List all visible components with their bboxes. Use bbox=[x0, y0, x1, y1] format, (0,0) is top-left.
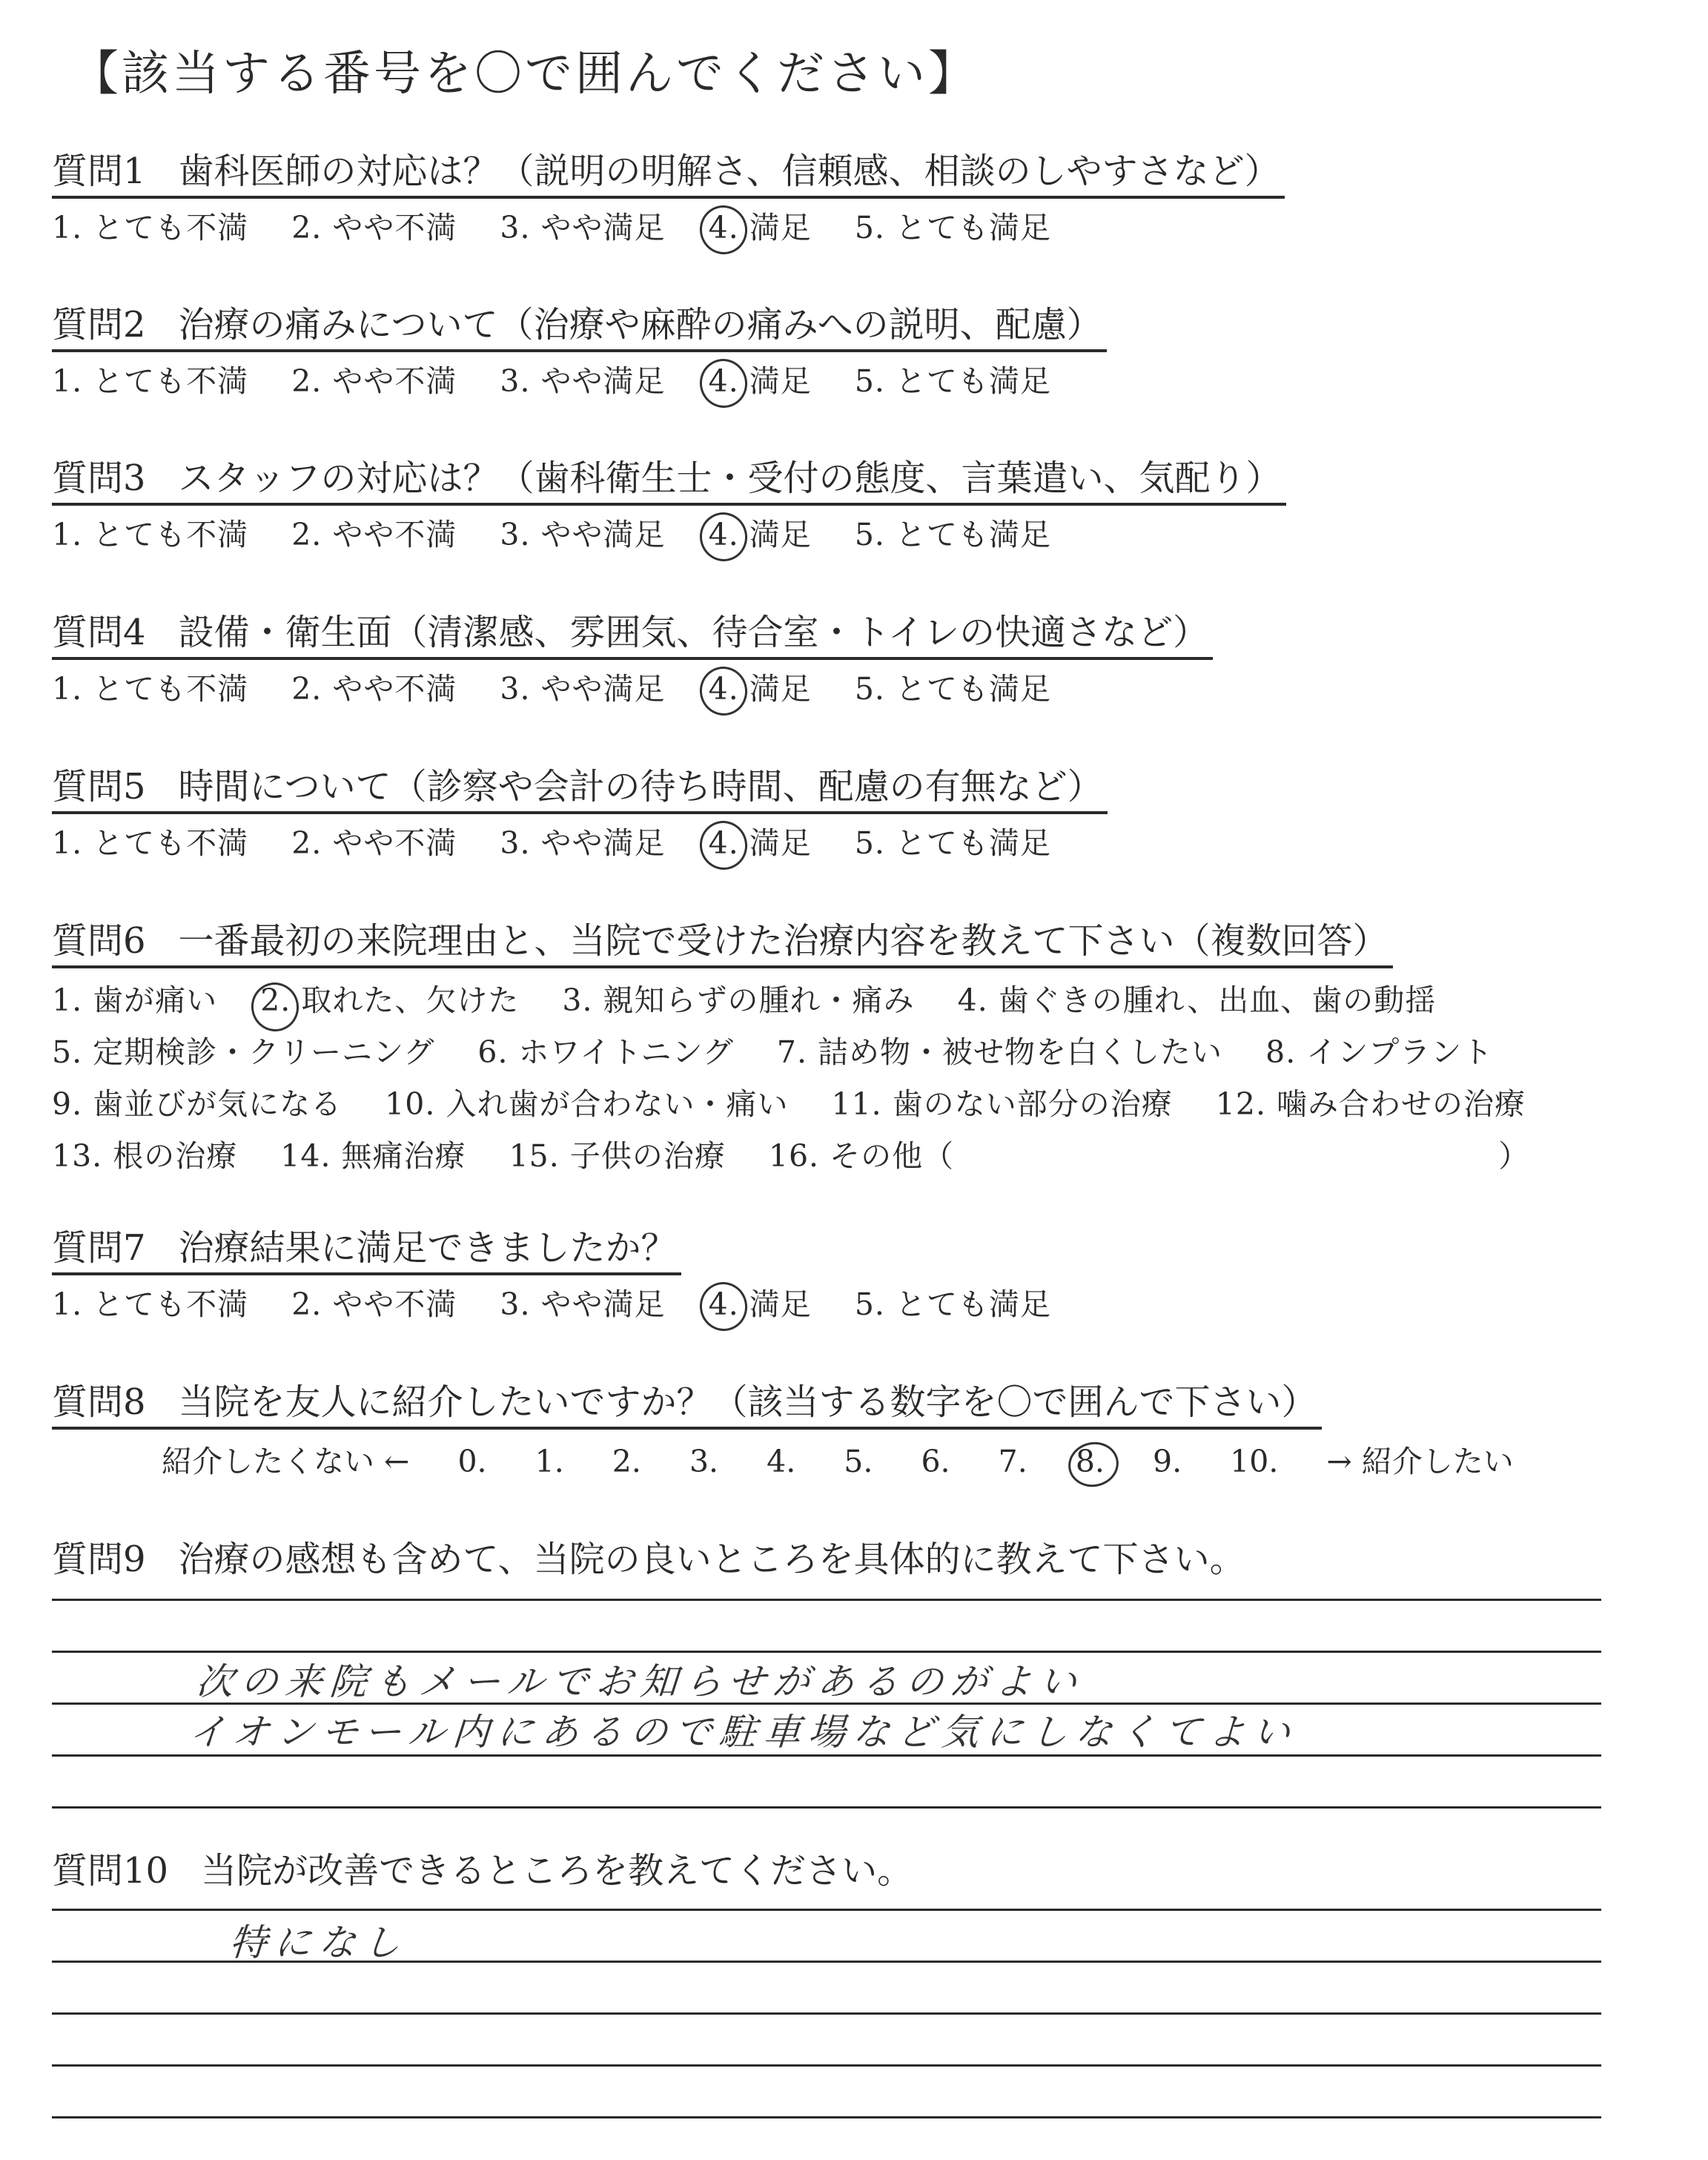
reason-option[interactable]: 11. 歯のない部分の治療 bbox=[831, 1086, 1173, 1122]
reason-option[interactable]: 12. 噛み合わせの治療 bbox=[1215, 1086, 1526, 1122]
scale-option[interactable]: 10. bbox=[1230, 1444, 1279, 1479]
recommend-scale bbox=[52, 1440, 1552, 1483]
reason-list bbox=[52, 974, 1558, 1182]
option-1[interactable]: 1. とても不満 bbox=[52, 517, 249, 552]
option-1[interactable]: 1. とても不満 bbox=[52, 363, 249, 399]
question-3 bbox=[52, 454, 1286, 556]
question-text: 歯科医師の対応は？（説明の明解さ、信頼感、相談のしやすさなど） bbox=[178, 151, 1280, 192]
question-number: 質問8 bbox=[52, 1381, 146, 1423]
question-text: 一番最初の来院理由と、当院で受けた治療内容を教えて下さい（複数回答） bbox=[178, 920, 1388, 962]
scale-option[interactable]: 2. bbox=[612, 1444, 641, 1479]
option-1[interactable]: 1. とても不満 bbox=[52, 825, 249, 861]
options-row bbox=[52, 513, 1286, 556]
option-4-selected[interactable]: 4. 満足 bbox=[709, 517, 812, 552]
answer-line bbox=[52, 2064, 1601, 2067]
reason-row bbox=[52, 1078, 1558, 1130]
option-5[interactable]: 5. とても満足 bbox=[854, 825, 1051, 861]
question-10 bbox=[52, 1846, 913, 1895]
reason-option[interactable]: 14. 無痛治療 bbox=[280, 1138, 466, 1174]
scale-option[interactable]: 9. bbox=[1152, 1444, 1182, 1479]
option-5[interactable]: 5. とても満足 bbox=[854, 671, 1051, 707]
question-6 bbox=[52, 916, 1558, 1182]
reason-option[interactable]: 7. 詰め物・被せ物を白くしたい bbox=[776, 1034, 1223, 1070]
reason-option[interactable]: 13. 根の治療 bbox=[52, 1138, 238, 1174]
option-3[interactable]: 3. やや満足 bbox=[500, 825, 666, 861]
answer-line bbox=[52, 2012, 1601, 2015]
option-1[interactable]: 1. とても不満 bbox=[52, 1287, 249, 1322]
reason-option-selected[interactable]: 2. 取れた、欠けた bbox=[260, 982, 519, 1018]
question-5 bbox=[52, 762, 1108, 865]
question-number: 質問6 bbox=[52, 920, 146, 962]
reason-row bbox=[52, 974, 1558, 1026]
selection-circle bbox=[1064, 1438, 1122, 1492]
option-2[interactable]: 2. やや不満 bbox=[291, 210, 457, 245]
options-row bbox=[52, 360, 1107, 403]
options-row bbox=[52, 822, 1108, 865]
question-4 bbox=[52, 608, 1213, 710]
reason-row bbox=[52, 1026, 1558, 1078]
other-close-paren: ） bbox=[1498, 1138, 1530, 1174]
question-text: 設備・衛生面（清潔感、雰囲気、待合室・トイレの快適さなど） bbox=[178, 612, 1209, 653]
option-4-selected[interactable]: 4. 満足 bbox=[709, 210, 812, 245]
page-heading: 【該当する番号を〇で囲んでください】 bbox=[71, 47, 979, 102]
option-1[interactable]: 1. とても不満 bbox=[52, 210, 249, 245]
scale-left-label: 紹介したくない ← bbox=[162, 1444, 410, 1479]
question-number: 質問5 bbox=[52, 766, 146, 807]
question-text: スタッフの対応は？（歯科衛生士・受付の態度、言葉遣い、気配り） bbox=[178, 458, 1282, 499]
question-number: 質問3 bbox=[52, 458, 146, 499]
reason-row bbox=[52, 1130, 1558, 1182]
option-2[interactable]: 2. やや不満 bbox=[291, 671, 457, 707]
answer-line bbox=[52, 1909, 1601, 1911]
question-text: 時間について（診察や会計の待ち時間、配慮の有無など） bbox=[178, 766, 1103, 807]
option-4-selected[interactable]: 4. 満足 bbox=[709, 671, 812, 707]
reason-option[interactable]: 6. ホワイトニング bbox=[477, 1034, 734, 1070]
reason-option[interactable]: 4. 歯ぐきの腫れ、出血、歯の動揺 bbox=[957, 982, 1437, 1018]
answer-line bbox=[52, 2116, 1601, 2118]
option-5[interactable]: 5. とても満足 bbox=[854, 517, 1051, 552]
scale-option[interactable]: 1. bbox=[534, 1444, 564, 1479]
question-number: 質問4 bbox=[52, 612, 146, 653]
question-number: 質問2 bbox=[52, 304, 146, 346]
question-number: 質問10 bbox=[52, 1850, 169, 1892]
question-text: 治療の痛みについて（治療や麻酔の痛みへの説明、配慮） bbox=[178, 304, 1102, 346]
handwritten-answer-line: イオンモール内にあるので駐車場など気にしなくてよい bbox=[187, 1711, 1300, 1754]
options-row bbox=[52, 1283, 1084, 1326]
option-5[interactable]: 5. とても満足 bbox=[854, 210, 1051, 245]
reason-option[interactable]: 1. 歯が痛い bbox=[52, 982, 218, 1018]
reason-option[interactable]: 3. 親知らずの腫れ・痛み bbox=[562, 982, 915, 1018]
option-4-selected[interactable]: 4. 満足 bbox=[709, 1287, 812, 1322]
scale-right-label: → 紹介したい bbox=[1326, 1444, 1514, 1479]
reason-option[interactable]: 8. インプラント bbox=[1265, 1034, 1494, 1070]
question-text: 当院が改善できるところを教えてください。 bbox=[201, 1850, 913, 1892]
option-3[interactable]: 3. やや満足 bbox=[500, 517, 666, 552]
reason-option[interactable]: 10. 入れ歯が合わない・痛い bbox=[385, 1086, 789, 1122]
option-3[interactable]: 3. やや満足 bbox=[500, 363, 666, 399]
question-9 bbox=[52, 1535, 1245, 1584]
other-option[interactable]: 16. その他（ bbox=[768, 1138, 955, 1174]
reason-option[interactable]: 5. 定期検診・クリーニング bbox=[52, 1034, 435, 1070]
question-1 bbox=[52, 147, 1285, 249]
option-3[interactable]: 3. やや満足 bbox=[500, 671, 666, 707]
option-2[interactable]: 2. やや不満 bbox=[291, 517, 457, 552]
question-2 bbox=[52, 300, 1107, 403]
reason-option[interactable]: 9. 歯並びが気になる bbox=[52, 1086, 342, 1122]
scale-option[interactable]: 6. bbox=[921, 1444, 950, 1479]
question-number: 質問1 bbox=[52, 151, 146, 192]
scale-option[interactable]: 5. bbox=[844, 1444, 873, 1479]
option-3[interactable]: 3. やや満足 bbox=[500, 210, 666, 245]
question-7 bbox=[52, 1223, 1084, 1326]
option-5[interactable]: 5. とても満足 bbox=[854, 363, 1051, 399]
option-2[interactable]: 2. やや不満 bbox=[291, 1287, 457, 1322]
option-5[interactable]: 5. とても満足 bbox=[854, 1287, 1051, 1322]
scale-option[interactable]: 0. bbox=[457, 1444, 487, 1479]
question-8 bbox=[52, 1378, 1552, 1483]
option-2[interactable]: 2. やや不満 bbox=[291, 363, 457, 399]
question-number: 質問7 bbox=[52, 1227, 146, 1269]
option-4-selected[interactable]: 4. 満足 bbox=[709, 363, 812, 399]
answer-line bbox=[52, 1599, 1601, 1601]
option-3[interactable]: 3. やや満足 bbox=[500, 1287, 666, 1322]
scale-option[interactable]: 3. bbox=[689, 1444, 719, 1479]
question-text: 当院を友人に紹介したいですか？（該当する数字を〇で囲んで下さい） bbox=[178, 1381, 1317, 1423]
scale-option-selected[interactable]: 8. bbox=[1076, 1444, 1105, 1479]
handwritten-answer-line: 特になし bbox=[228, 1921, 409, 1964]
options-row bbox=[52, 206, 1285, 249]
option-4-selected[interactable]: 4. 満足 bbox=[709, 825, 812, 861]
scale-option[interactable]: 4. bbox=[767, 1444, 796, 1479]
option-1[interactable]: 1. とても不満 bbox=[52, 671, 249, 707]
question-number: 質問9 bbox=[52, 1539, 146, 1580]
question-text: 治療結果に満足できましたか？ bbox=[178, 1227, 677, 1269]
option-2[interactable]: 2. やや不満 bbox=[291, 825, 457, 861]
handwritten-answer-line: 次の来院もメールでお知らせがあるのがよい bbox=[194, 1660, 1086, 1703]
reason-option[interactable]: 15. 子供の治療 bbox=[509, 1138, 726, 1174]
question-text: 治療の感想も含めて、当院の良いところを具体的に教えて下さい。 bbox=[178, 1539, 1245, 1580]
scale-option[interactable]: 7. bbox=[998, 1444, 1027, 1479]
answer-line bbox=[52, 1806, 1601, 1809]
options-row bbox=[52, 667, 1213, 710]
